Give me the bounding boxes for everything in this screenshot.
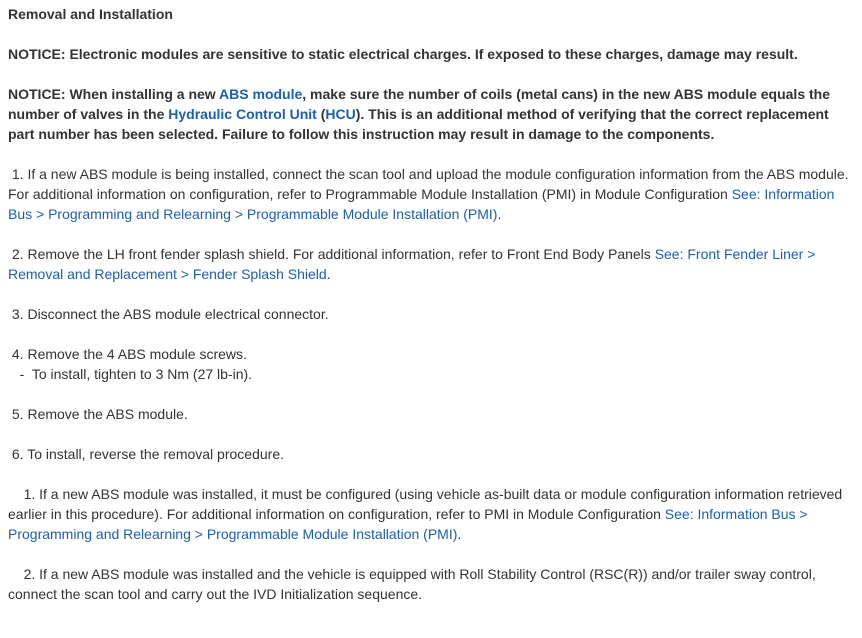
step-6: 6. To install, reverse the removal procedure. xyxy=(8,446,284,462)
pmi-link[interactable]: See: Information Bus > Programming and Relearning > Programmable Module Installation (PMI) xyxy=(8,506,812,542)
step-end: . xyxy=(326,266,331,282)
spacer xyxy=(8,464,854,484)
step-1 xyxy=(8,164,854,224)
step-2 xyxy=(8,244,854,284)
pmi-link[interactable]: See: Information Bus > Programming and Relearning > Programmable Module Installation (PMI) xyxy=(8,186,839,222)
spacer xyxy=(8,224,854,244)
step-5: 5. Remove the ABS module. xyxy=(8,406,188,422)
notice-text: ). This is an additional method of verifying that the correct replacement part number has been selected. Failure to follow this instruction may result in damage to the components. xyxy=(8,106,829,142)
hydraulic-control-unit-link[interactable]: Hydraulic Control Unit xyxy=(168,106,317,122)
spacer xyxy=(8,144,854,164)
spacer xyxy=(8,544,854,564)
step-end: . xyxy=(497,206,502,222)
step-4: 4. Remove the 4 ABS module screws. xyxy=(8,346,247,362)
spacer xyxy=(8,64,854,84)
static-notice: NOTICE: Electronic modules are sensitive to static electrical charges. If exposed to these charges, damage may result. xyxy=(8,46,798,62)
notice-text: , make sure the number of coils (metal cans) in the new ABS module equals the number of valves in the xyxy=(8,86,830,122)
step-6-1 xyxy=(8,484,854,544)
spacer xyxy=(8,384,854,404)
notice-text: ( xyxy=(316,106,326,122)
spacer xyxy=(8,24,854,44)
step-4-substep: - To install, tighten to 3 Nm (27 lb-in). xyxy=(8,366,253,382)
step-end: . xyxy=(457,526,462,542)
step-text: 1. If a new ABS module was installed, it must be configured (using vehicle as-built data or module configuration information retrieved earlier in this procedure). For additional information on configuration, refer to PMI in Module Configuration xyxy=(8,486,847,522)
step-3: 3. Disconnect the ABS module electrical connector. xyxy=(8,306,329,322)
hcu-link[interactable]: HCU xyxy=(325,106,356,122)
step-text: 2. Remove the LH front fender splash shield. For additional information, refer to Front End Body Panels xyxy=(8,246,655,262)
step-6-2: 2. If a new ABS module was installed and the vehicle is equipped with Roll Stability Control (RSC(R)) and/or trailer sway control, connect the scan tool and carry out the IVD Initialization sequence. xyxy=(8,566,820,602)
coil-notice xyxy=(8,84,854,144)
spacer xyxy=(8,424,854,444)
abs-module-link[interactable]: ABS module xyxy=(219,86,303,102)
notice-text: NOTICE: When installing a new xyxy=(8,86,220,102)
fender-liner-link[interactable]: See: Front Fender Liner > Removal and Replacement > Fender Splash Shield xyxy=(8,246,820,282)
step-text: 1. If a new ABS module is being installed, connect the scan tool and upload the module configuration information from the ABS module. For additional information on configuration, refer to Programmable Module Installation (PMI) in Module Configuration xyxy=(8,166,853,202)
spacer xyxy=(8,284,854,304)
section-title: Removal and Installation xyxy=(8,6,173,22)
spacer xyxy=(8,324,854,344)
